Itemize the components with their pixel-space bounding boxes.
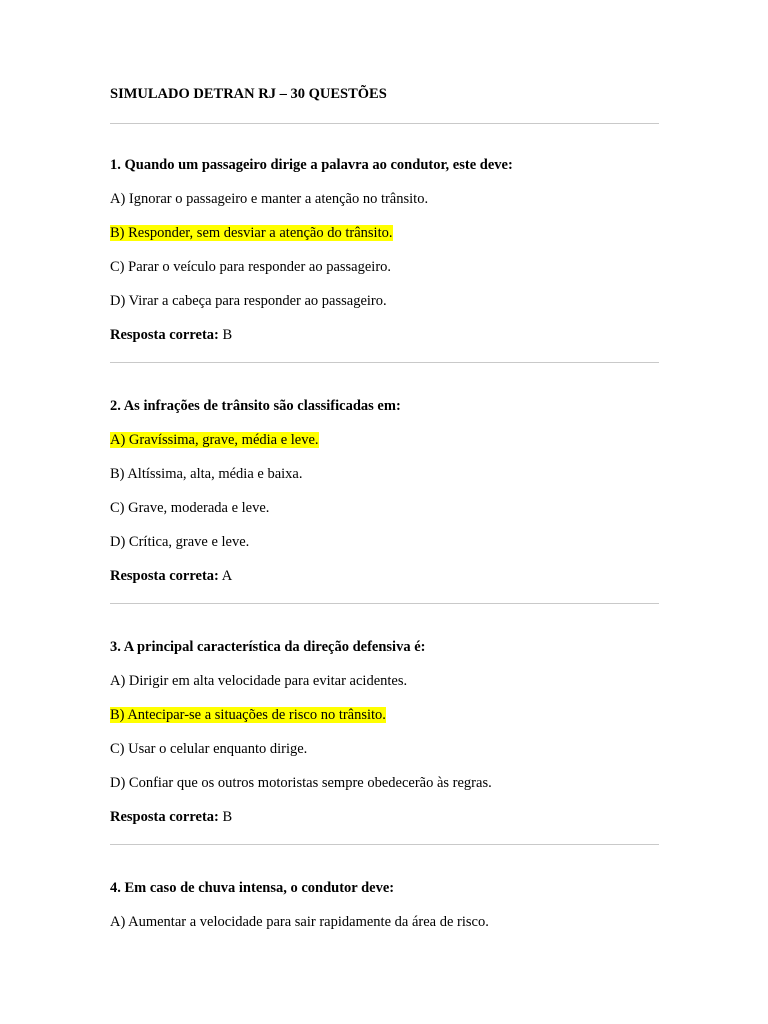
- option-d: D) Confiar que os outros motoristas sempre obedecerão às regras.: [110, 775, 492, 791]
- question-title: 1. Quando um passageiro dirige a palavra ao condutor, este deve:: [110, 157, 513, 173]
- option-a: A) Ignorar o passageiro e manter a atenção no trânsito.: [110, 191, 429, 207]
- option-b-highlighted: [110, 706, 659, 724]
- option-a-highlighted: [110, 431, 659, 449]
- question-title: 3. A principal característica da direção defensiva é:: [110, 639, 426, 655]
- answer-label: Resposta correta:: [110, 327, 219, 343]
- option-c: C) Usar o celular enquanto dirige.: [110, 741, 308, 757]
- document-content: [110, 85, 659, 931]
- highlight-mark: A) Gravíssima, grave, média e leve.: [110, 432, 319, 448]
- option-d: D) Crítica, grave e leve.: [110, 534, 250, 550]
- option-d: D) Virar a cabeça para responder ao passageiro.: [110, 293, 387, 309]
- option-a: A) Aumentar a velocidade para sair rapidamente da área de risco.: [110, 914, 489, 930]
- option-b-highlighted: [110, 224, 659, 242]
- option-b: B) Altíssima, alta, média e baixa.: [110, 466, 303, 482]
- answer-value: B: [222, 809, 233, 825]
- correct-answer: [110, 567, 659, 585]
- document-title: SIMULADO DETRAN RJ – 30 QUESTÕES: [110, 86, 387, 102]
- question-title: 2. As infrações de trânsito são classificadas em:: [110, 398, 401, 414]
- correct-answer: [110, 808, 659, 826]
- correct-answer: [110, 326, 659, 344]
- option-a: A) Dirigir em alta velocidade para evitar acidentes.: [110, 673, 408, 689]
- answer-value: A: [221, 568, 233, 584]
- question-2: [110, 397, 659, 585]
- question-3: [110, 638, 659, 826]
- option-c: C) Parar o veículo para responder ao passageiro.: [110, 259, 392, 275]
- highlight-mark: B) Responder, sem desviar a atenção do trânsito.: [110, 225, 393, 241]
- question-1: [110, 156, 659, 344]
- option-c: C) Grave, moderada e leve.: [110, 500, 270, 516]
- highlight-mark: B) Antecipar-se a situações de risco no trânsito.: [110, 707, 386, 723]
- question-4: [110, 879, 659, 931]
- answer-label: Resposta correta:: [110, 568, 219, 584]
- answer-value: B: [222, 327, 233, 343]
- question-title: 4. Em caso de chuva intensa, o condutor deve:: [110, 880, 395, 896]
- answer-label: Resposta correta:: [110, 809, 219, 825]
